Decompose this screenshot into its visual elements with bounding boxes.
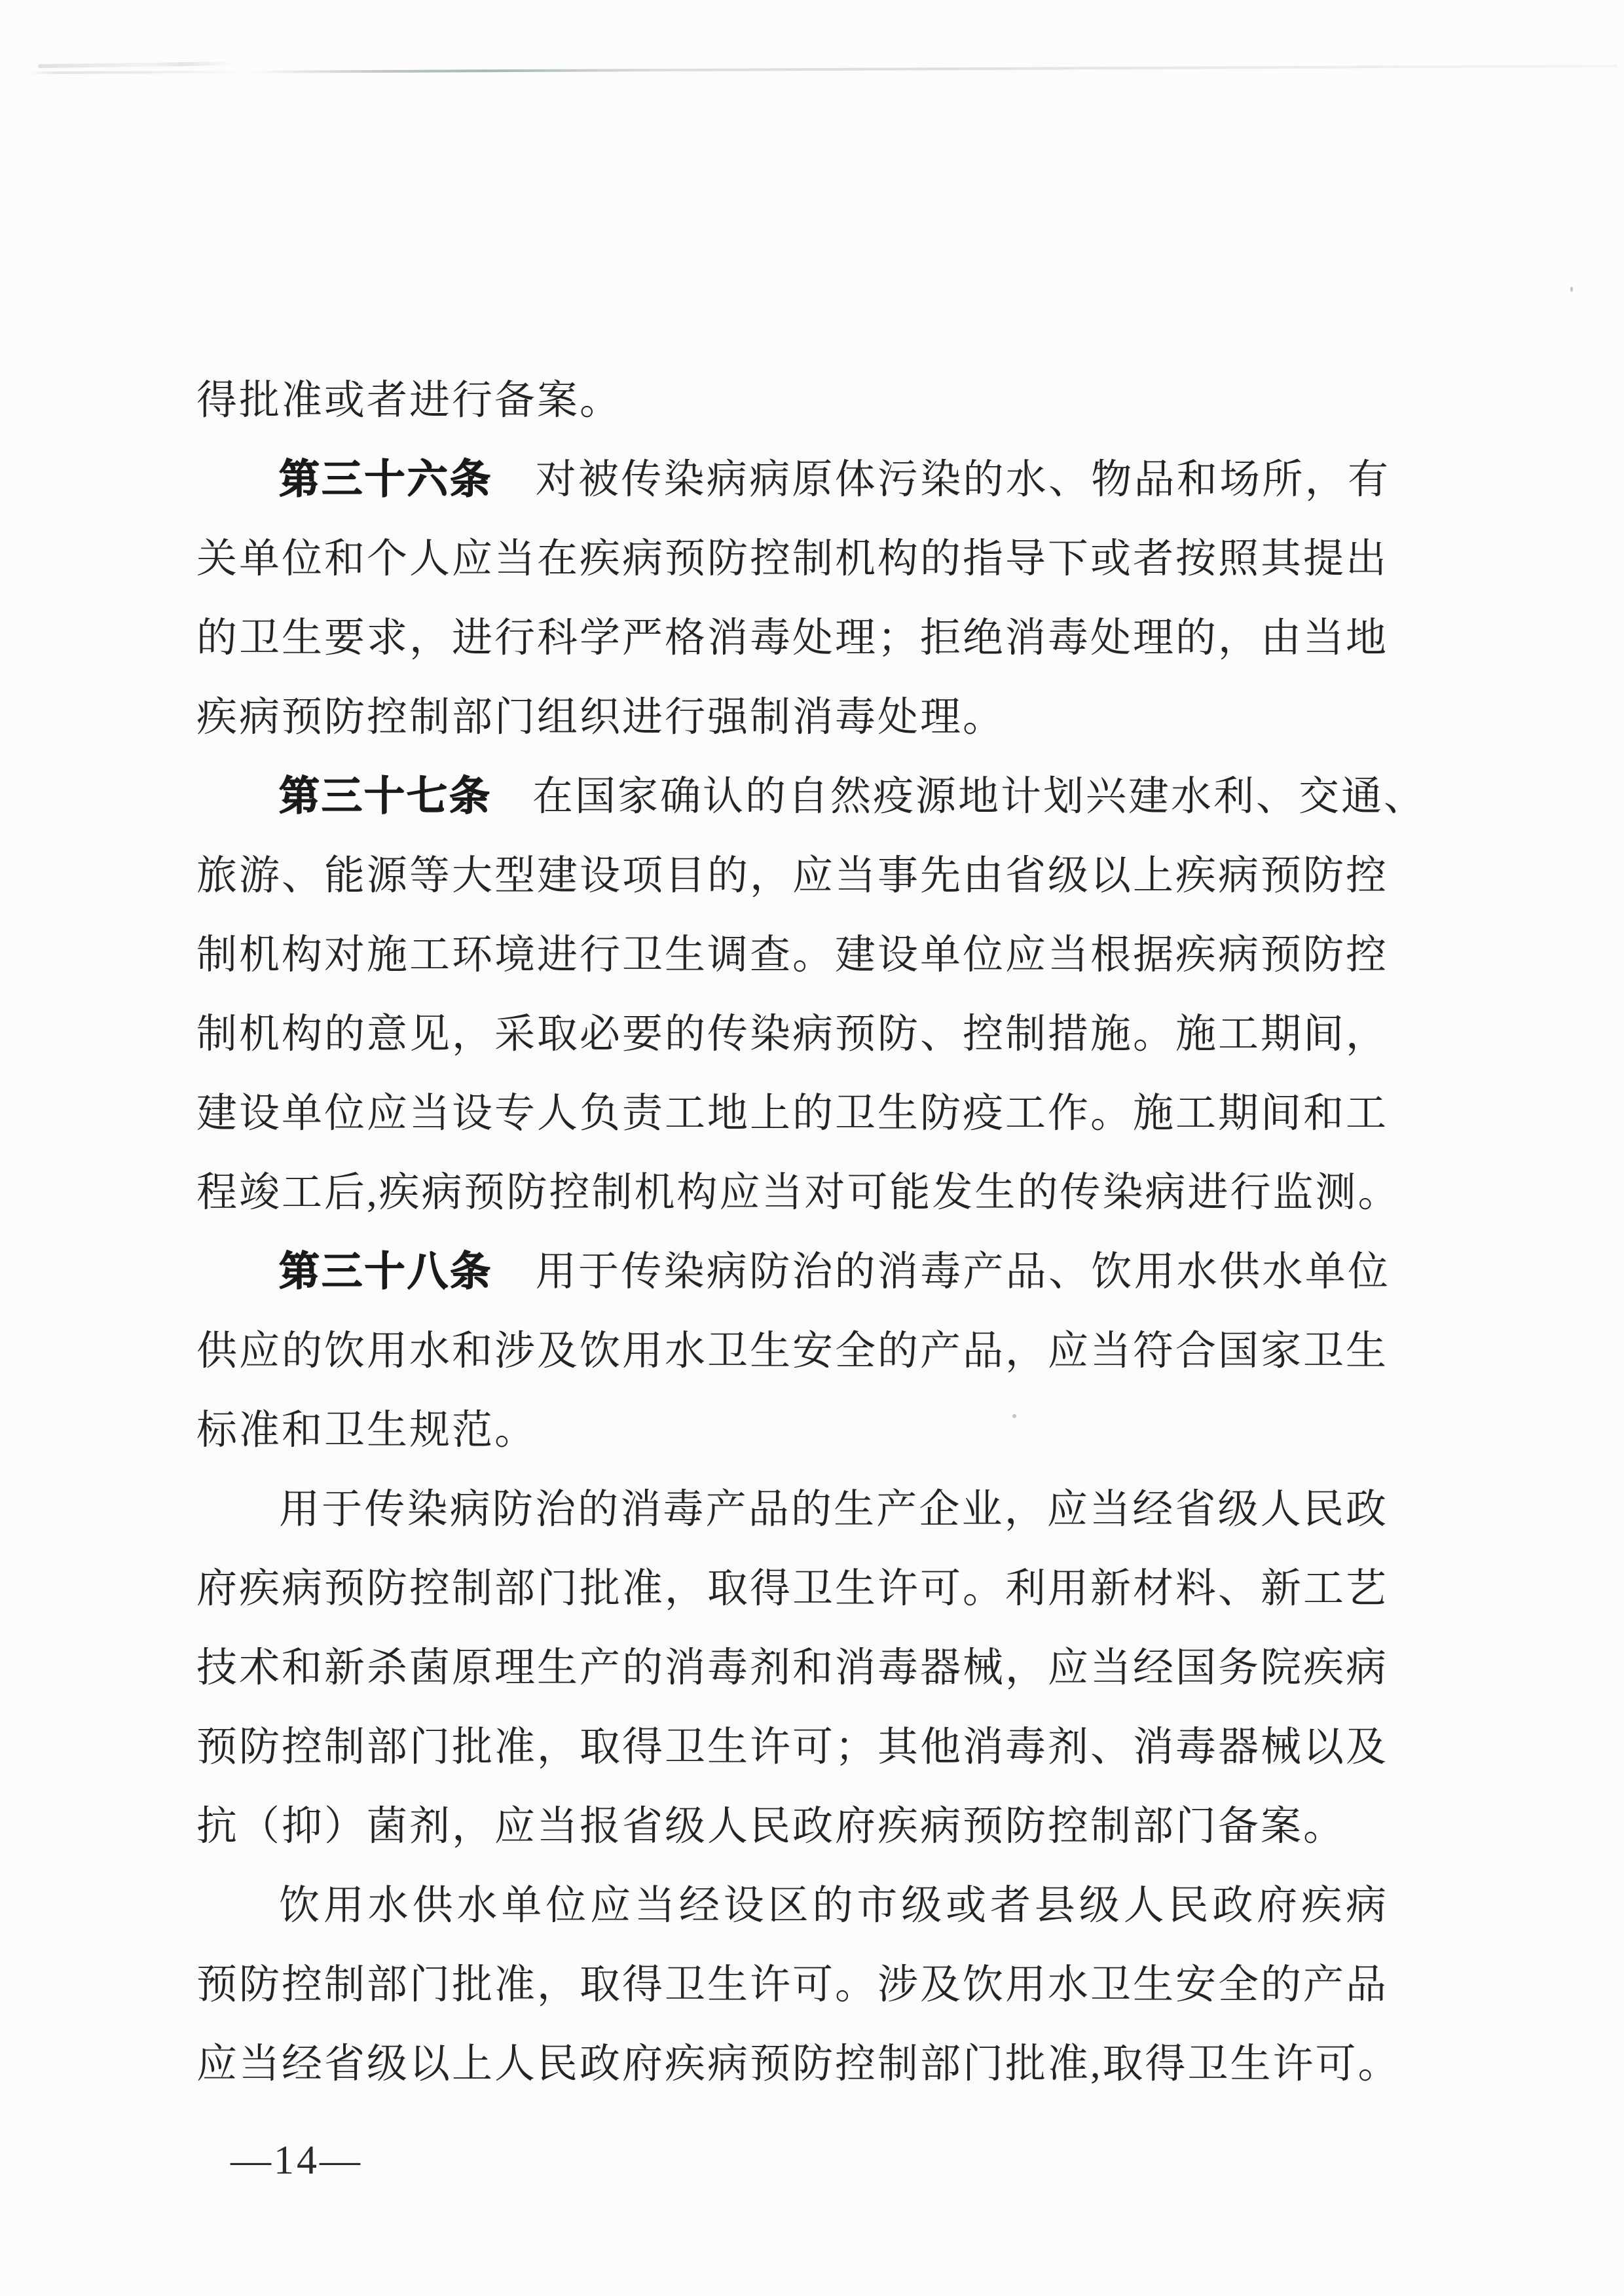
line-text: 的卫生要求，进行科学严格消毒处理；拒绝消毒处理的，由当地 [196, 616, 1389, 661]
body-text-line [196, 1391, 1388, 1470]
body-text-line [196, 520, 1388, 599]
line-text: 对被传染病病原体污染的水、物品和场所，有 [533, 458, 1388, 502]
article-number: 第三十七条 [279, 774, 492, 819]
line-text: 疾病预防控制部门组织进行强制消毒处理。 [196, 695, 1006, 740]
body-text-line [196, 1470, 1388, 1550]
body-text-line [196, 837, 1388, 916]
line-text: 建设单位应当设专人负责工地上的卫生防疫工作。施工期间和工 [196, 1091, 1389, 1136]
line-text: 关单位和个人应当在疾病预防控制机构的指导下或者按照其提出 [196, 537, 1389, 581]
line-content [196, 1567, 1388, 1611]
body-text-line [196, 678, 1388, 757]
line-content [196, 2042, 1401, 2086]
body-text-line [196, 1708, 1388, 1787]
line-content [279, 458, 1388, 502]
article-number: 第三十八条 [279, 1250, 493, 1294]
line-text: 制机构的意见，采取必要的传染病预防、控制措施。施工期间， [196, 1012, 1389, 1057]
line-content [196, 537, 1388, 581]
line-text: 饮用水供水单位应当经设区的市级或者县级人民政府疾病 [279, 1884, 1388, 1928]
body-text-line [196, 1629, 1388, 1708]
body-text-line [196, 1550, 1388, 1629]
line-text: 预防控制部门批准，取得卫生许可；其他消毒剂、消毒器械以及 [196, 1725, 1389, 1770]
body-text-line [196, 1787, 1388, 1867]
line-text: 得批准或者进行备案。 [196, 378, 623, 423]
line-content [196, 1646, 1388, 1690]
line-content [196, 1171, 1401, 1215]
body-text-line [196, 1946, 1388, 2025]
line-content [196, 933, 1388, 977]
body-text-line [196, 2025, 1401, 2104]
line-text: 在国家确认的自然疫源地计划兴建水利、交通、 [532, 774, 1427, 819]
line-content [279, 1487, 1388, 1532]
line-content [196, 1408, 537, 1453]
line-content [196, 695, 1005, 740]
line-content [196, 1012, 1388, 1057]
scan-artifact-smudge [38, 62, 234, 68]
scan-artifact-streak [26, 65, 1617, 75]
article-heading-line [196, 757, 1427, 837]
body-text-line [196, 1074, 1388, 1154]
line-text: 旅游、能源等大型建设项目的，应当事先由省级以上疾病预防控 [196, 854, 1389, 898]
line-content [196, 1804, 1346, 1849]
line-content [196, 1725, 1388, 1770]
body-text-line [196, 361, 1388, 441]
line-content [196, 854, 1388, 898]
body-text-line [196, 1154, 1401, 1233]
line-content [196, 378, 622, 423]
line-text: 技术和新杀菌原理生产的消毒剂和消毒器械，应当经国务院疾病 [196, 1646, 1389, 1690]
body-text-line [196, 1867, 1388, 1946]
article-number: 第三十六条 [279, 458, 493, 502]
body-text-line [196, 599, 1388, 678]
line-text: 预防控制部门批准，取得卫生许可。涉及饮用水卫生安全的产品 [196, 1963, 1389, 2007]
line-content [196, 1963, 1388, 2007]
line-text: 抗（抑）菌剂，应当报省级人民政府疾病预防控制部门备案。 [196, 1804, 1346, 1849]
line-content [279, 774, 1426, 819]
line-content [279, 1884, 1388, 1928]
article-heading-line [196, 441, 1388, 520]
page-number: —14— [231, 2138, 363, 2183]
line-text: 应当经省级以上人民政府疾病预防控制部门批准,取得卫生许可。 [196, 2042, 1401, 2086]
line-content [196, 1091, 1388, 1136]
line-text: 程竣工后,疾病预防控制机构应当对可能发生的传染病进行监测。 [196, 1171, 1401, 1215]
body-text-line [196, 995, 1388, 1074]
line-text: 府疾病预防控制部门批准，取得卫生许可。利用新材料、新工艺 [196, 1567, 1389, 1611]
line-text: 制机构对施工环境进行卫生调查。建设单位应当根据疾病预防控 [196, 933, 1389, 977]
body-text-line [196, 916, 1388, 995]
line-content [196, 616, 1388, 661]
scan-artifact-speck [1570, 287, 1573, 292]
line-content [196, 1329, 1388, 1374]
article-heading-line [196, 1233, 1388, 1312]
body-text-line [196, 1312, 1388, 1391]
text-block [196, 361, 1427, 2104]
line-text: 标准和卫生规范。 [196, 1408, 538, 1453]
line-text: 供应的饮用水和涉及饮用水卫生安全的产品，应当符合国家卫生 [196, 1329, 1389, 1374]
line-text: 用于传染病防治的消毒产品的生产企业，应当经省级人民政 [279, 1487, 1388, 1532]
line-text: 用于传染病防治的消毒产品、饮用水供水单位 [533, 1250, 1388, 1294]
line-content [279, 1250, 1388, 1294]
